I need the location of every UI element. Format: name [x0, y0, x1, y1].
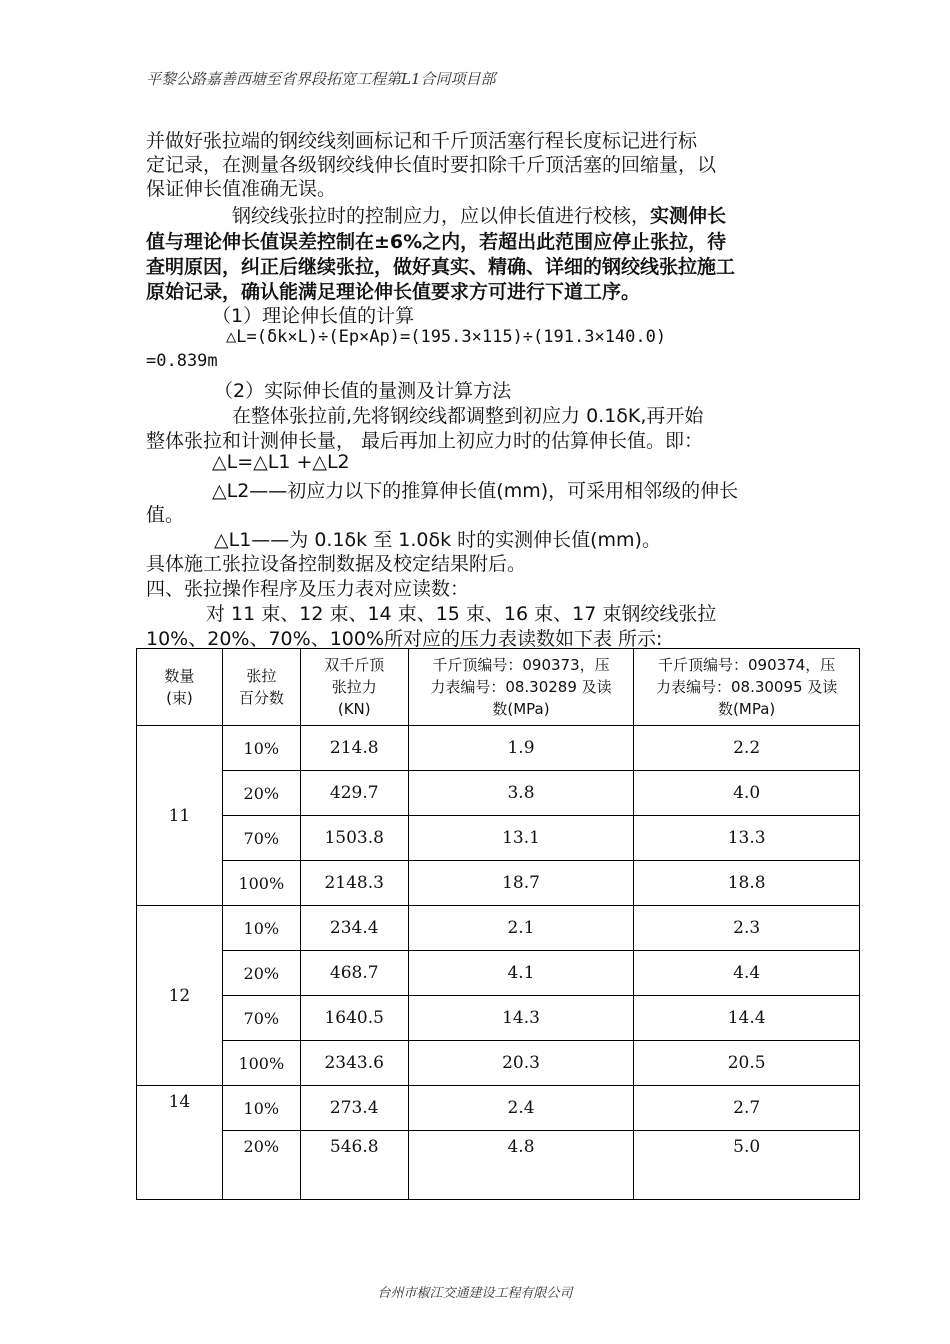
paragraph-line: 值。: [146, 504, 185, 526]
percentage-cell: 20%: [222, 951, 300, 996]
formula-line: △L=(δk×L)÷(Ep×Ap)=(195.3×115)÷(191.3×140.0): [226, 327, 667, 347]
bundle-count-cell: 11: [137, 726, 223, 906]
force-cell: 1503.8: [300, 816, 408, 861]
reading-2-cell: 2.2: [634, 726, 860, 771]
page-footer: 台州市椒江交通建设工程有限公司: [377, 1286, 573, 1301]
page-header: 平黎公路嘉善西塘至省界段拓宽工程第L1合同项目部: [146, 70, 496, 88]
reading-2-cell: 5.0: [634, 1131, 860, 1200]
paragraph-line: 保证伸长值准确无误。: [146, 178, 337, 200]
reading-2-cell: 20.5: [634, 1041, 860, 1086]
reading-1-cell: 2.1: [408, 906, 634, 951]
percentage-cell: 10%: [222, 1086, 300, 1131]
table-header-row: [137, 649, 860, 726]
percentage-cell: 70%: [222, 996, 300, 1041]
reading-2-cell: 14.4: [634, 996, 860, 1041]
table-row: [137, 1131, 860, 1200]
paragraph-line: 定记录，在测量各级钢绞线伸长值时要扣除千斤顶活塞的回缩量，以: [146, 154, 717, 176]
paragraph-line: 并做好张拉端的钢绞线刻画标记和千斤顶活塞行程长度标记进行标: [146, 130, 698, 152]
reading-2-cell: 4.0: [634, 771, 860, 816]
reading-2-cell: 2.7: [634, 1086, 860, 1131]
reading-1-cell: 1.9: [408, 726, 634, 771]
paragraph-line: △L2——初应力以下的推算伸长值(mm)，可采用相邻级的伸长: [212, 480, 739, 502]
paragraph-line: 整体张拉和计测伸长量， 最后再加上初应力时的估算伸长值。即：: [146, 430, 704, 452]
reading-1-cell: 14.3: [408, 996, 634, 1041]
force-cell: 214.8: [300, 726, 408, 771]
formula-result: =0.839m: [146, 351, 218, 371]
reading-1-cell: 4.8: [408, 1131, 634, 1200]
equation-line: △L=△L1 +△L2: [212, 451, 350, 473]
paragraph-line: 具体施工张拉设备控制数据及校定结果附后。: [146, 553, 527, 575]
paragraph-line: △L1——为 0.1δk 至 1.0δk 时的实测伸长值(mm)。: [214, 529, 661, 551]
pressure-gauge-table: [136, 648, 860, 1200]
paragraph-line: 对 11 束、12 束、14 束、15 束、16 束、17 束钢绞线张拉: [206, 603, 717, 625]
force-cell: 2343.6: [300, 1041, 408, 1086]
bundle-count-cell: 14: [137, 1086, 223, 1200]
force-cell: 234.4: [300, 906, 408, 951]
paragraph-line: 在整体张拉前,先将钢绞线都调整到初应力 0.1δK,再开始: [232, 405, 704, 427]
reading-1-cell: 3.8: [408, 771, 634, 816]
force-cell: 546.8: [300, 1131, 408, 1200]
force-cell: 1640.5: [300, 996, 408, 1041]
table-row: [137, 816, 860, 861]
percentage-cell: 100%: [222, 1041, 300, 1086]
percentage-cell: 70%: [222, 816, 300, 861]
bold-paragraph-line: 查明原因，纠正后继续张拉，做好真实、精确、详细的钢绞线张拉施工: [146, 256, 736, 278]
section-title: （1）理论伸长值的计算: [212, 305, 415, 327]
force-cell: 273.4: [300, 1086, 408, 1131]
header-jack-1: 千斤顶编号：090373，压 力表编号：08.30289 及读 数(MPa): [408, 649, 634, 726]
bold-paragraph-line: 原始记录，确认能满足理论伸长值要求方可进行下道工序。: [146, 281, 641, 303]
percentage-cell: 10%: [222, 726, 300, 771]
reading-2-cell: 4.4: [634, 951, 860, 996]
force-cell: 468.7: [300, 951, 408, 996]
table-row: [137, 1041, 860, 1086]
table-row: [137, 996, 860, 1041]
force-cell: 2148.3: [300, 861, 408, 906]
header-jack-2: 千斤顶编号：090374，压 力表编号：08.30095 及读 数(MPa): [634, 649, 860, 726]
reading-1-cell: 2.4: [408, 1086, 634, 1131]
table-row: [137, 951, 860, 996]
reading-1-cell: 13.1: [408, 816, 634, 861]
percentage-cell: 20%: [222, 1131, 300, 1200]
paragraph-line: [232, 201, 726, 228]
bundle-count-cell: 12: [137, 906, 223, 1086]
reading-2-cell: 18.8: [634, 861, 860, 906]
table-row: [137, 726, 860, 771]
header-count: 数量 (束): [137, 649, 223, 726]
force-cell: 429.7: [300, 771, 408, 816]
section-title: （2）实际伸长值的量测及计算方法: [214, 380, 512, 402]
reading-2-cell: 2.3: [634, 906, 860, 951]
percentage-cell: 20%: [222, 771, 300, 816]
table-row: [137, 1086, 860, 1131]
paragraph-line: 10%、20%、70%、100%所对应的压力表读数如下表 所示:: [146, 628, 663, 650]
normal-text: 钢绞线张拉时的控制应力，应以伸长值进行校核，: [232, 205, 651, 227]
bold-paragraph-line: 值与理论伸长值误差控制在±6%之内，若超出此范围应停止张拉，待: [146, 231, 727, 253]
header-percentage: 张拉 百分数: [222, 649, 300, 726]
table-row: [137, 771, 860, 816]
table-row: [137, 906, 860, 951]
reading-1-cell: 4.1: [408, 951, 634, 996]
percentage-cell: 10%: [222, 906, 300, 951]
section-title: 四、张拉操作程序及压力表对应读数：: [146, 578, 470, 600]
bold-text: 实测伸长: [650, 205, 727, 227]
header-force: 双千斤顶 张拉力 (KN): [300, 649, 408, 726]
reading-2-cell: 13.3: [634, 816, 860, 861]
table-row: [137, 861, 860, 906]
reading-1-cell: 18.7: [408, 861, 634, 906]
percentage-cell: 100%: [222, 861, 300, 906]
reading-1-cell: 20.3: [408, 1041, 634, 1086]
